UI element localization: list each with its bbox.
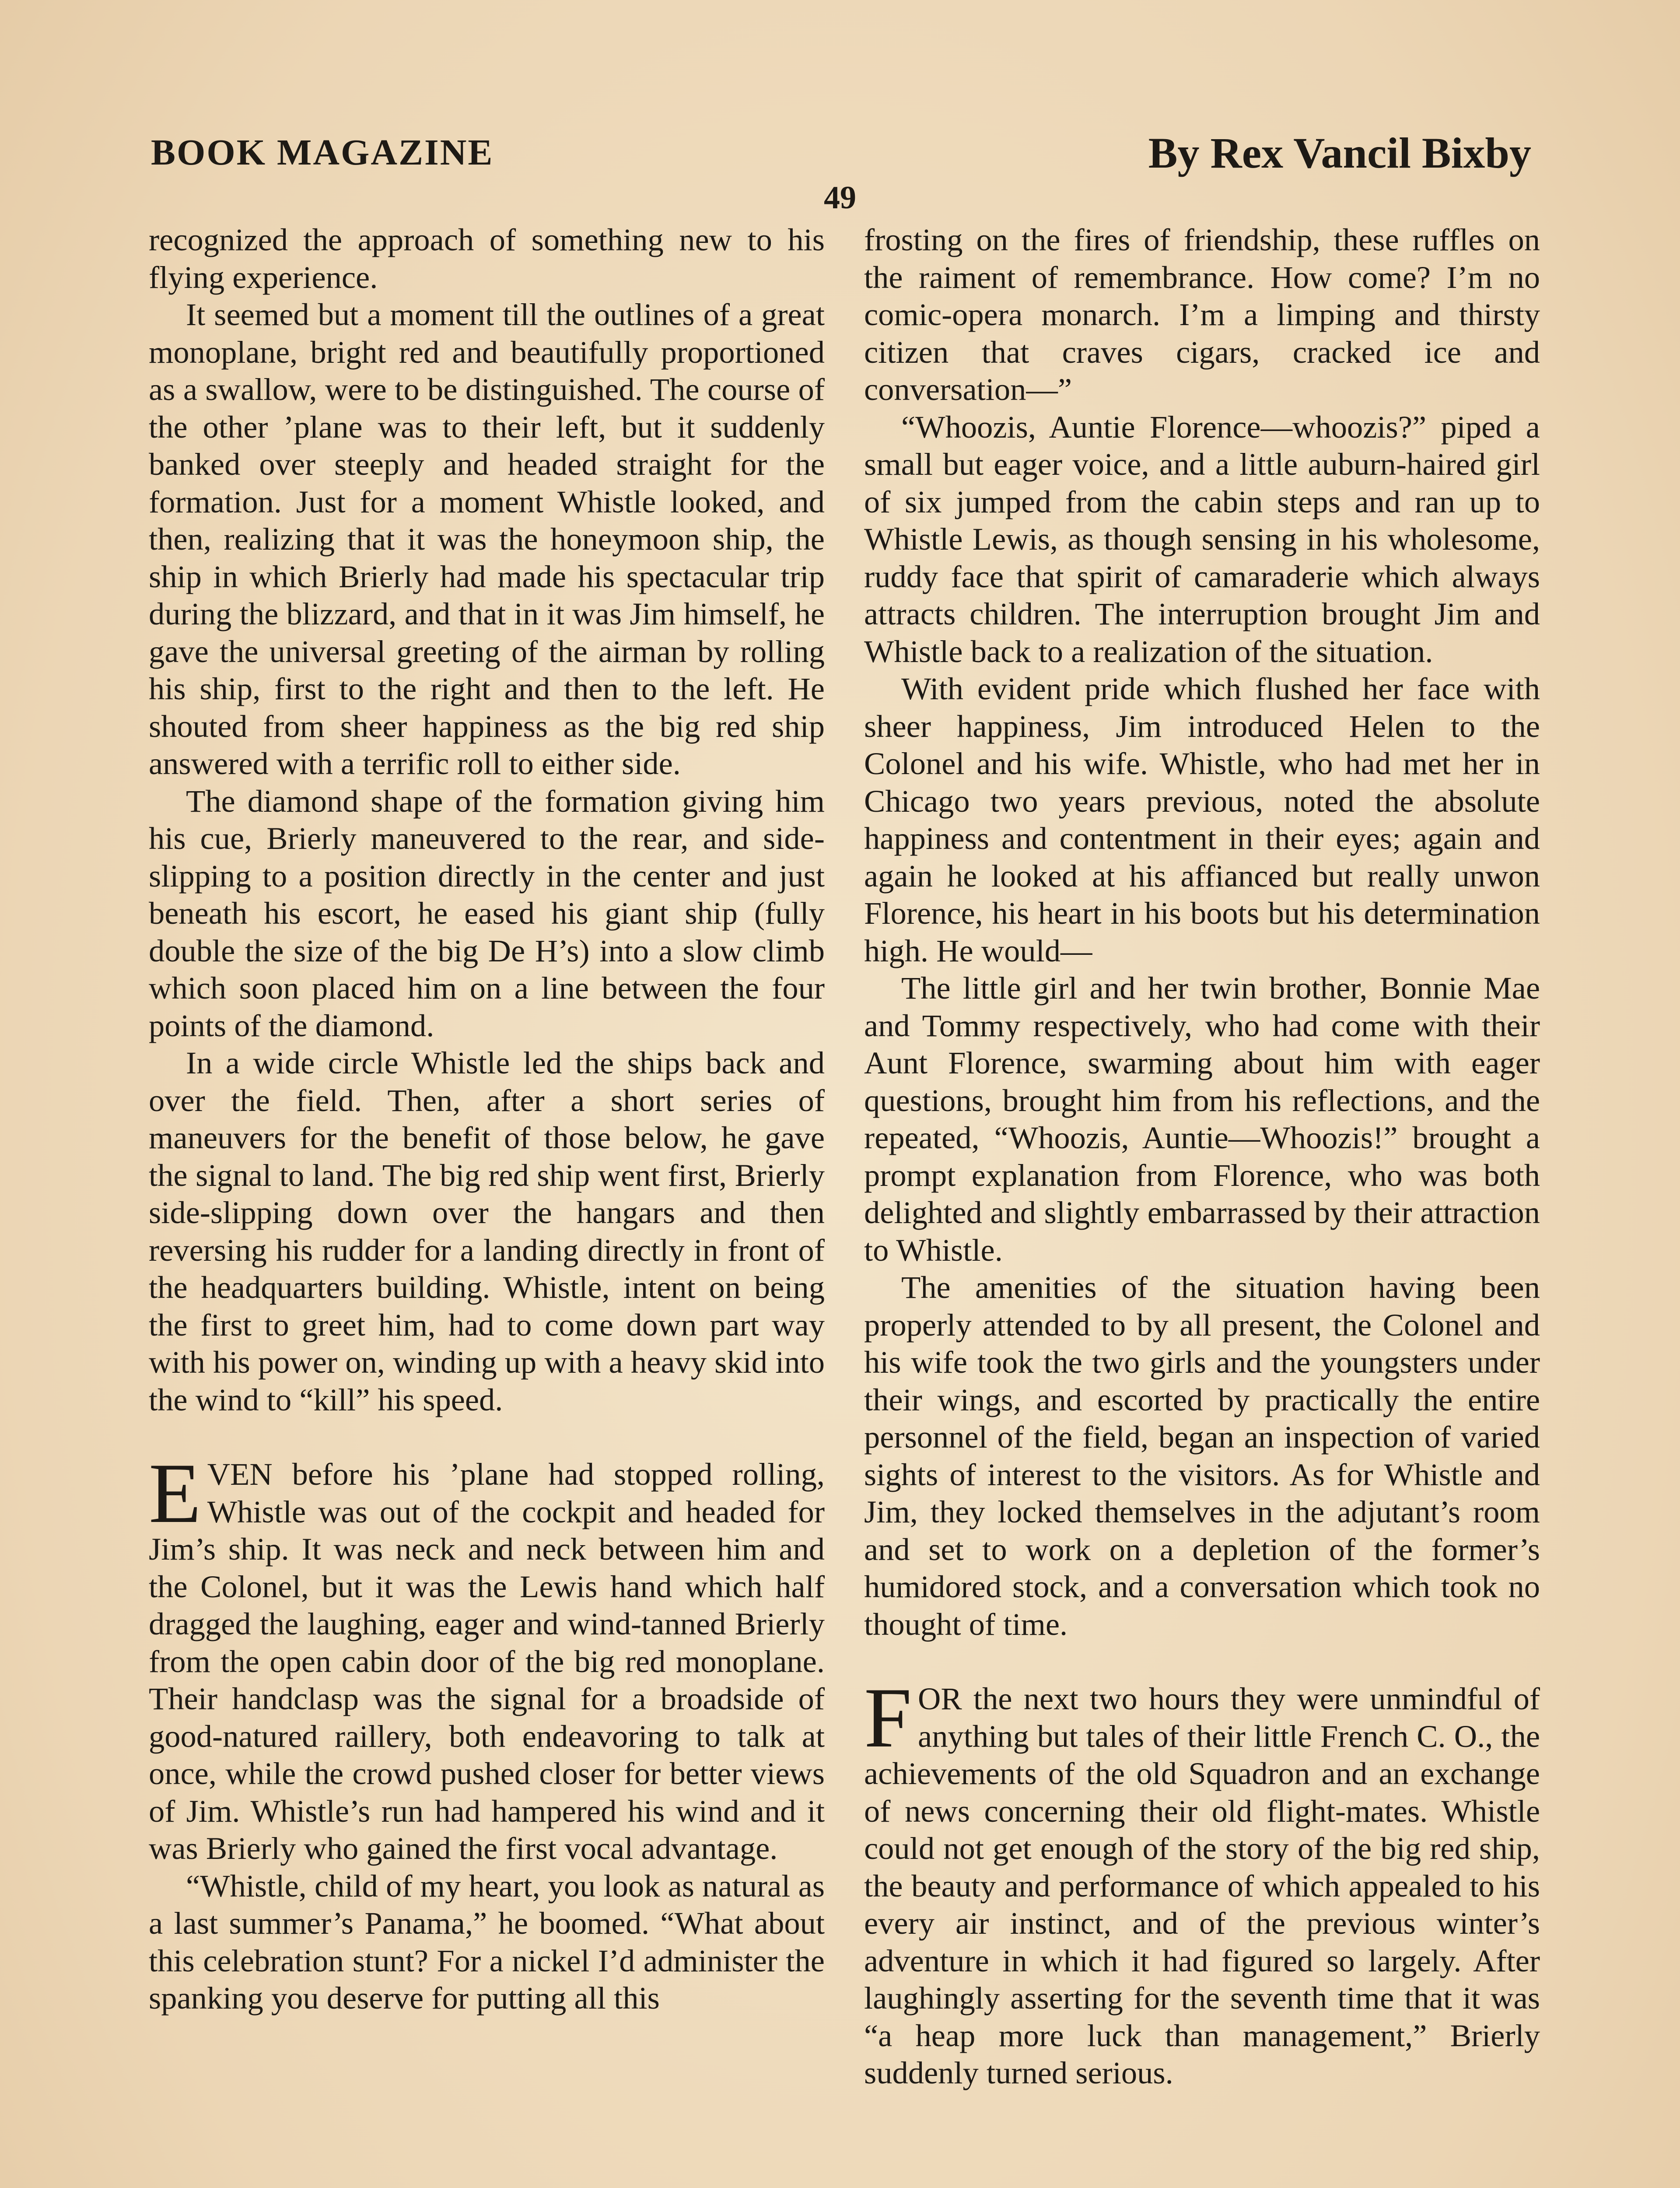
drop-cap: E [149,1446,201,1541]
page-number: 49 [824,180,856,216]
paragraph: “Whistle, child of my heart, you look as natural as a last summer’s Panama,” he boomed. “What about this celebration stunt? For a nickel I’d administer the spanking you deserve for putting all this [149,1868,825,2016]
running-head-author: By Rex Vancil Bixby [1148,129,1531,177]
paragraph: “Whoozis, Auntie Florence—whoozis?” piped a small but eager voice, and a little auburn-haired girl of six jumped from the cabin steps and ran up to Whistle Lewis, as though sensing in his wholesome, ruddy face that spirit of camaraderie which always attracts children. The interruption brought Jim and Whistle back to a realization of the situation. [864,409,1540,669]
text-column-right [864,221,1540,2092]
drop-cap: F [864,1670,912,1765]
paragraph: It seemed but a moment till the outlines of a great monoplane, bright red and beautifully proportioned as a swallow, were to be distinguished. The course of the other ’plane was to their left, but it suddenly banked over steeply and headed straight for the formation. Just for a moment Whistle looked, and then, realizing that it was the honeymoon ship, the ship in which Brierly had made his spectacular trip during the blizzard, and that in it was Jim himself, he gave the universal greeting of the airman by rolling his ship, first to the right and then to the left. He shouted from sheer happiness as the big red ship answered with a terrific roll to either side. [149,297,825,781]
paragraph: The little girl and her twin brother, Bonnie Mae and Tommy respectively, who had come with their Aunt Florence, swarming about him with eager questions, brought him from his reflections, and the repeated, “Whoozis, Auntie—Whoozis!” brought a prompt explanation from Florence, who was both delighted and slightly embarrassed by their attraction to Whistle. [864,970,1540,1268]
paragraph-text: OR the next two hours they were unmindful of anything but tales of their little French C. O., the achievements of the old Squadron and an exchange of news concerning their old flight-mates. Whistle could not get enough of the story of the big red ship, the beauty and performance of which appealed to his every air instinct, and of the previous winter’s adventure in which it had figured so largely. After laughingly asserting for the seventh time that it was “a heap more luck than management,” Brierly suddenly turned serious. [864,1681,1540,2090]
paragraph: The amenities of the situation having been properly attended to by all present, the Colonel and his wife took the two girls and the youngsters under their wings, and escorted by practically the entire personnel of the field, began an inspection of varied sights of interest to the visitors. As for Whistle and Jim, they locked themselves in the adjutant’s room and set to work on a depletion of the former’s humidored stock, and a conversation which took no thought of time. [864,1269,1540,1642]
paragraph-text: VEN before his ’plane had stopped rolling, Whistle was out of the cockpit and headed for Jim’s ship. It was neck and neck between him and the Colonel, but it was the Lewis hand which half dragged the laughing, eager and wind-tanned Brierly from the open cabin door of the big red monoplane. Their handclasp was the signal for a broadside of good-natured raillery, both endeavoring to talk at once, while the crowd pushed closer for better views of Jim. Whistle’s run had hampered his wind and it was Brierly who gained the first vocal advantage. [149,1456,825,1866]
paragraph: recognized the approach of something new to his flying experience. [149,222,825,295]
paragraph: The diamond shape of the formation giving him his cue, Brierly maneuvered to the rear, and side-slipping to a position directly in the center and just beneath his escort, he eased his giant ship (fully double the size of the big De H’s) into a slow climb which soon placed him on a line between the four points of the diamond. [149,783,825,1043]
running-head-title: BOOK MAGAZINE [151,132,494,173]
paragraph: With evident pride which flushed her face with sheer happiness, Jim introduced Helen to the Colonel and his wife. Whistle, who had met her in Chicago two years previous, noted the absolute happiness and contentment in their eyes; again and again he looked at his affianced but really unwon Florence, his heart in his boots but his determination high. He would— [864,671,1540,968]
section-paragraph [864,1670,1540,2092]
section-paragraph [149,1446,825,1867]
paragraph: frosting on the fires of friendship, these ruffles on the raiment of remembrance. How come? I’m no comic-opera monarch. I’m a limping and thirsty citizen that craves cigars, cracked ice and conversation—” [864,222,1540,407]
text-column-left [149,221,825,2017]
paragraph: In a wide circle Whistle led the ships back and over the field. Then, after a short series of maneuvers for the benefit of those below, he gave the signal to land. The big red ship went first, Brierly side-slipping down over the hangars and then reversing his rudder for a landing directly in front of the headquarters building. Whistle, intent on being the first to greet him, had to come down part way with his power on, winding up with a heavy skid into the wind to “kill” his speed. [149,1045,825,1417]
